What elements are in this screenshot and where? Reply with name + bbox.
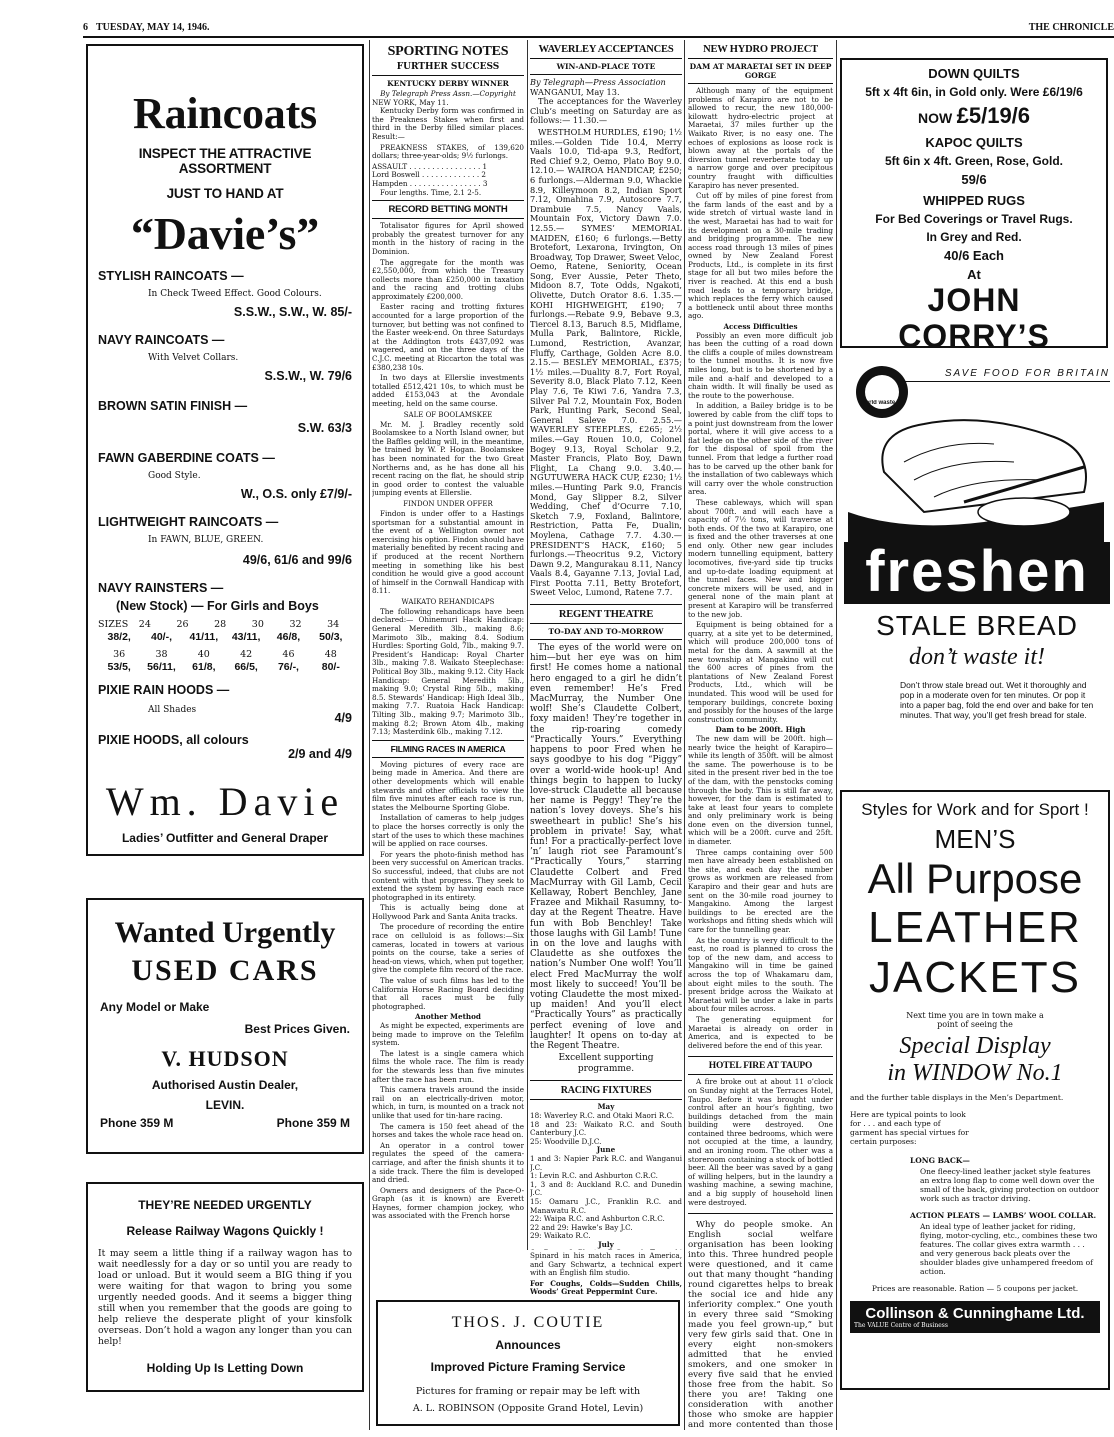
masthead: THE CHRONICLE	[1028, 22, 1114, 33]
film-para: This is actually being done at Hollywood Park and Santa Anita tracks.	[372, 903, 524, 921]
corry-kapoc-desc: 5ft 6in x 4ft. Green, Rose, Gold.	[884, 154, 1064, 168]
record-para: In two days at Ellerslie investments totalled £512,421 10s, to which must be added £153,043 at the Avondale meeting, held on the same course.	[372, 373, 524, 408]
raincoat-item	[98, 269, 352, 319]
raincoat-item	[98, 451, 352, 501]
item-name: NAVY RAINCOATS —	[98, 333, 225, 347]
leather-jackets-ad	[840, 790, 1110, 1390]
derby-result: PREAKNESS STAKES, of 139,620 dollars; three-year-olds; 9½ furlongs.	[372, 142, 524, 161]
corry-rugs-price: 40/6 Each	[944, 248, 1004, 263]
jackets-long-head: LONG BACK—	[910, 1156, 970, 1165]
store-name-davies: “Davie’s”	[130, 208, 320, 259]
john-corry-ad	[840, 58, 1108, 348]
item-desc: Good Style.	[148, 471, 201, 481]
price-cell: 46/8,	[276, 631, 301, 643]
record-para: The aggregate for the month was £2,550,000, from which the Treasury collects more than £250,000 in taxation and the racing and trotting clubs approximately £200,000.	[372, 257, 524, 301]
corry-name: JOHN CORRY’S	[898, 282, 1050, 348]
waikato-body: The following rehandicaps have been declared:— Ohinemuri Hack Handicap: General Meredith 3lb., making 8.6; Marimoto 3lb., making 8.4. Sodium Hurdles: Sporting Gold, 7lb., making 9.7. President’s Handicap: Royal Charter 3lb., making 7.8. Waikato Steeplechase: Political Boy 3lb., making 9.12. City Hack Handicap: General Meredith 5lb., making 9.0; Crystal Ring 5lb., making 8.5. Stewards’ Handicap: High Ideal 3lb., making 7.7. Ruatoia Hack Handicap: Tilting 3lb., making 9.7; Marimoto 3lb., making 8.2; Brown Atom 4lb., making 7.13; Masterdink 6lb., making 7.12.	[372, 606, 524, 737]
price-cell: 56/11,	[147, 661, 176, 673]
rainsters	[98, 581, 352, 673]
issue-date: TUESDAY, MAY 14, 1946.	[96, 22, 210, 33]
bread-loaf-illustration	[844, 362, 1110, 552]
pixie-rain-hoods	[98, 683, 352, 725]
railway-title: THEY’RE NEEDED URGENTLY	[138, 1198, 312, 1212]
hydro-para: The new dam will be 200ft. high—nearly twice the height of Karapiro—while its length of 350ft. will be almost the same. The powerhouse is to be sited in the present river bed in the toe of the dam, with the penstocks coming through the body. This is still far away, however, for the dam is estimated to take at least four years to complete and only preliminary work is being done even on the diversion tunnel, which will be a 200ft. curve and 25ft. in diameter.	[688, 733, 833, 847]
sizes-label: SIZES	[98, 619, 129, 630]
racing-item	[530, 1249, 682, 1250]
jackets-store-sub: The VALUE Centre of Business	[854, 1322, 948, 1329]
bread-ad	[840, 362, 1110, 732]
derby-result: Lord Boswell . . . . . . . . . . . . . 2	[372, 170, 486, 180]
size-cell: 38	[155, 649, 168, 660]
hydro-para: Although many of the equipment problems of Karapiro are not to be allowed to recur, the new 180,000-kilowatt hydro-electric project at Maraetai, 37 miles further up the Waikato River, is no easy one. The echoes of explosions as loose rock is blown away at the portals of the diversion tunnel reverberate today up a narrow gorge and over precipitous country fraught with difficulties Karapiro has never presented.	[688, 86, 833, 190]
jackets-typical: certain purposes:	[850, 1137, 917, 1146]
jackets-mens: MEN’S	[934, 824, 1016, 854]
waverley-column	[530, 44, 682, 1250]
corry-at: At	[967, 267, 981, 282]
findon-head: FINDON UNDER OFFER	[403, 499, 493, 508]
price-cell: 76/-,	[277, 661, 299, 673]
cars-phone-left: Phone 359 M	[100, 1116, 174, 1130]
header-rule	[83, 36, 1114, 38]
cars-dealer-name: V. HUDSON	[161, 1046, 289, 1071]
jackets-further: and the further table displays in the Men’s Department.	[850, 1093, 1064, 1102]
racing-item: 18 and 23: Waikato R.C. and South Canterbury J.C.	[530, 1119, 682, 1138]
cars-best: Best Prices Given.	[244, 1022, 350, 1036]
firm-name-wm-davie: Wm. Davie	[105, 779, 345, 824]
corry-quilt-desc: 5ft x 4ft 6in, in Gold only. Were £6/19/6	[865, 85, 1083, 99]
hydro-para: These cableways, which will span about 700ft. and will each have a capacity of 7½ tons, will traverse at both ends. Of the two at Karapiro, one is fixed and the other traverses at one end only. Other new gear includes modern tunnelling equipment, battery locomotives, five-yard side tip trucks and up-to-date loading equipment at the tunnel faces. New and bigger concrete mixers will be used, and in general none of the main plant at present at Karapiro will be transferred to the new job.	[688, 497, 833, 619]
racing-item: 18: Waverley R.C. and Otaki Maori R.C.	[530, 1110, 675, 1120]
price-cell: 50/3,	[319, 631, 343, 643]
size-cell: 28	[214, 619, 227, 630]
coutie-l2: A. L. ROBINSON (Opposite Grand Hotel, Levin)	[412, 1403, 644, 1414]
price-cell: 38/2,	[107, 631, 131, 643]
jackets-jackets: JACKETS	[868, 953, 1082, 1002]
jackets-long-body: One fleecy-lined leather jacket style features an extra long flap to come well down over the small of the back, giving protection on outdoor work such as tractor driving.	[920, 1167, 1099, 1203]
pixie-name: PIXIE RAIN HOODS —	[98, 683, 230, 697]
regent-title: REGENT THEATRE	[558, 609, 654, 621]
cars-used-cars: USED CARS	[131, 954, 319, 987]
sale-head: SALE OF BOOLAMSKEE	[403, 410, 493, 419]
rainsters-name: NAVY RAINSTERS —	[98, 581, 224, 595]
hydro-para: Possibly an even more difficult job has been the cutting of a road down the cliffs a couple of miles downstream to the tunnel mouths. It is now five miles long, but is to be shortened by a mile and a-half and developed to a chain width. It will finally be used as the route to the powerhouse.	[688, 330, 833, 400]
film-head: FILMING RACES IN AMERICA	[390, 743, 506, 754]
firm-line: Ladies’ Outfitter and General Draper	[121, 831, 329, 845]
railway-ad	[86, 1182, 364, 1392]
price-row-2	[98, 661, 352, 673]
raincoat-item	[98, 515, 352, 567]
hydro-column	[688, 44, 833, 1430]
item-name: BROWN SATIN FINISH —	[98, 399, 248, 413]
regent-footer: Excellent supporting programme.	[558, 1053, 654, 1074]
pixie-desc: All Shades	[148, 705, 197, 715]
item-price: 49/6, 61/6 and 99/6	[242, 553, 352, 567]
hydro-title: NEW HYDRO PROJECT	[703, 44, 818, 55]
hydro-para: The generating equipment for Maraetai is already on order in America, and is expected to be delivered before the end of this year.	[688, 1014, 833, 1050]
pixie2-name: PIXIE HOODS, all colours	[98, 733, 249, 747]
hydro-para: Three camps containing over 500 men have already been established on the site, and each day the number grows as workmen are released from Karapiro and their gear and huts are sent on the 30-mile road journey to Mangakino. Among the largest buildings to be erected are the workshops and fitting sheds which will care for the tunnelling gear.	[688, 847, 833, 934]
rainsters-sub: (New Stock) — For Girls and Boys	[116, 599, 319, 613]
size-row-1	[126, 619, 352, 630]
bread-freshen: freshen	[844, 542, 1110, 604]
racing-item: 22: Waipa R.C. and Ashburton C.R.C.	[530, 1214, 665, 1224]
waverley-sub: WIN-AND-PLACE TOTE	[556, 62, 656, 71]
bread-badge: world waste	[860, 400, 896, 406]
corry-now: NOW	[917, 110, 953, 126]
firm-phone	[98, 853, 161, 856]
cars-dealer: Authorised Austin Dealer,	[151, 1078, 299, 1092]
size-cell: 32	[289, 619, 302, 630]
column-rule	[836, 40, 837, 1430]
price-cell: 43/11,	[231, 631, 261, 643]
cars-wanted: Wanted Urgently	[114, 916, 336, 949]
film-para: As might be expected, experiments are being made to improve on the Telefilm system.	[372, 1021, 524, 1048]
item-price: S.S.W., W. 79/6	[264, 369, 352, 383]
price-cell: 53/5,	[107, 661, 131, 673]
column-rule	[527, 40, 528, 1250]
derby-result: Hampden . . . . . . . . . . . . . . . . 3	[372, 178, 488, 188]
film-continued: Spinard in his match races in America, and Gary Schwartz, a technical expert with an English film studio.	[530, 1252, 682, 1278]
price-row-1	[98, 631, 352, 643]
racing-month: June	[596, 1145, 616, 1155]
raincoat-item	[98, 333, 352, 383]
item-desc: In FAWN, BLUE, GREEN.	[148, 535, 264, 545]
sporting-title: SPORTING NOTES	[387, 44, 509, 59]
corry-rugs-desc: For Bed Coverings or Travel Rugs.	[875, 212, 1073, 226]
railway-footer: Holding Up Is Letting Down	[146, 1361, 304, 1375]
smoke-body: Why do people smoke. An English social welfare organisation has been looking into this. Three hundred people were questioned, and it came out that many thought “handing round cigarettes helps to break the social ice and hide any inferiority complex.” One youth in every three said “Smoking made you feel grown-up,” but very few girls said that. One in every eight non-smokers admitted that he envied smokers, and one smoker in every five said that he envied those free from the habit. So there you are! Taking one consideration with another those who smoke are happier and more contented than those	[688, 1220, 833, 1430]
price-cell: 61/8,	[192, 661, 216, 673]
waverley-date: WANGANUI, May 13.	[530, 86, 620, 97]
film-para: An operator in a control tower regulates the speed of the camera-carriage, and after the finish shunts it to a side track. There the film is developed and dried.	[372, 1140, 524, 1185]
record-para: Easter racing and trotting fixtures accounted for a large proportion of the turnover, but betting was not confined to the Easter week-end. On three Saturdays at the Addington trots £437,092 was wagered, and on the three days of the C.J.C. meeting at Riccarton the total was £380,238 10s.	[372, 302, 524, 372]
racing-item: 22 and 29: Hawke’s Bay J.C.	[530, 1222, 633, 1232]
item-desc: In Check Tweed Effect. Good Colours.	[148, 289, 322, 299]
derby-result: ASSAULT . . . . . . . . . . . . . . . . 1	[372, 161, 488, 171]
racing-month: July	[598, 1239, 614, 1249]
findon-body: Findon is under offer to a Hastings sportsman for a substantial amount in the event of a Wellington owner not exercising his option. Findon should have materially benefited by recent racing and if produced at the recent Northern meeting in something like his best condition he would give a good account of himself in the Cornwall Handicap with 8.11.	[372, 508, 524, 596]
film-para: The value of such films has led to the California Horse Racing Board deciding that all races must be fully photographed.	[372, 976, 524, 1011]
size-cell: 34	[327, 619, 340, 630]
film-para: The camera is 150 feet ahead of the horses and takes the whole race head on.	[372, 1121, 524, 1140]
item-price: S.W. 63/3	[297, 421, 352, 435]
corry-now-price: £5/19/6	[956, 103, 1031, 128]
raincoat-item	[98, 399, 352, 435]
item-name: LIGHTWEIGHT RAINCOATS —	[98, 515, 279, 529]
pixie-price: 4/9	[334, 711, 352, 725]
raincoats-title: Raincoats	[133, 89, 317, 138]
hydro-para: In addition, a Bailey bridge is to be lowered by cable from the cliff tops to a point just downstream from the lower portal, where it will give access to a flat ledge on the other side of the river for the disposal of spoil from the tunnel. From that ledge a further road has to be carved up the other bank for the installation of two cableways which will carry over the whole construction area.	[688, 401, 833, 497]
jackets-typical: for . . . and each type of	[850, 1119, 941, 1128]
pixie2-price: 2/9 and 4/9	[288, 747, 352, 761]
corry-kapoc-price: 59/6	[961, 172, 987, 187]
raincoats-line1: INSPECT THE ATTRACTIVE ASSORTMENT	[138, 146, 312, 176]
bread-waste: don’t waste it!	[909, 644, 1045, 670]
corry-rugs-colours: In Grey and Red.	[926, 230, 1022, 244]
coutie-l1: Pictures for framing or repair may be left with	[415, 1386, 641, 1397]
film-para: Installation of cameras to help judges to place the horses correctly is only the start of the uses to which these machines will be applied on race courses.	[372, 813, 524, 849]
racing-item: 29: Waikato R.C.	[530, 1231, 591, 1241]
jackets-all: All Purpose	[867, 855, 1083, 902]
size-cell: 36	[113, 649, 126, 660]
waikato-head: WAIKATO REHANDICAPS	[401, 597, 495, 606]
column-rule	[684, 40, 685, 1430]
film-para: The procedure of recording the entire race on celluloid is as follows:—Six cameras, located in towers at various points on the course, take a series of head-on views, which, when put together, give the complete film record of the race.	[372, 922, 524, 975]
price-cell: 80/-	[321, 661, 340, 673]
hydro-subhead: Access Difficulties	[723, 322, 798, 332]
racing-month: May	[597, 1102, 615, 1112]
used-cars-ad	[86, 898, 364, 1154]
record-para: Totalisator figures for April showed probably the greatest turnover for any month in the history of racing in the Dominion.	[372, 221, 524, 256]
size-cell: 42	[240, 649, 253, 660]
regent-sub: TO-DAY AND TO-MORROW	[548, 627, 664, 637]
derby-date: NEW YORK, May 11.	[372, 97, 449, 107]
hotel-body: A fire broke out at about 11 o’clock on Sunday night at the Terraces Hotel, Taupo. Before it was brought under control after an hour’s fighting, two buildings detached from the main building were destroyed. One contained three bedrooms, which were not occupied at the time, a laundry, and an ironing room. The other was a storeroom containing a stock of bottled beer. All the beer was saved by a gang of willing helpers, but in the laundry a washing machine, a sewing machine, and a big supply of household linen were destroyed.	[688, 1077, 833, 1207]
pixie-hoods	[98, 733, 352, 761]
coutie-service: Improved Picture Framing Service	[430, 1360, 626, 1374]
raincoats-line2: JUST TO HAND AT	[166, 186, 284, 201]
railway-body: It may seem a little thing if a railway wagon has to wait needlessly for a day or so until you are ready to load or unload. But it would seem a BIG thing if you were waiting for that wagon to bring you some urgently needed goods. And it seems a bigger thing still when you remember that the goods are going to help relieve the desperate plight of your kinsfolk overseas. Don’t hold a wagon any longer than you can help!	[98, 1248, 352, 1347]
jackets-typical: Here are typical points to look	[850, 1110, 966, 1119]
racing-item: 25: Woodville D.J.C.	[530, 1136, 602, 1146]
coutie-announces: Announces	[495, 1338, 561, 1352]
jackets-action-head: ACTION PLEATS — LAMBS’ WOOL COLLAR.	[910, 1211, 1097, 1220]
jackets-special: Special Display	[899, 1033, 1051, 1059]
jackets-prices: Prices are reasonable. Ration — 5 coupons per jacket.	[871, 1284, 1079, 1293]
waverley-intro: The acceptances for the Waverley Club’s meeting on Saturday are as follows:— 11.30.—	[530, 96, 682, 126]
jackets-action-body: An ideal type of leather jacket for riding, flying, motor-cycling, etc., combines these two features. The collar gives extra warmth . . . and very generous back pleats over the shoulder blades give unhampered freedom of action.	[920, 1222, 1098, 1276]
sporting-sub: FURTHER SUCCESS	[396, 62, 500, 72]
firm-town	[313, 853, 352, 856]
derby-result: Four lengths. Time, 2.1 2-5.	[380, 187, 482, 197]
hydro-para: Cut off by miles of pine forest from the farm lands of the east and by a wide stretch of virtual waste land in the west, Maraetai has had to wait for its development on a 30-mile trading and bridging programme. The new access road through 13 miles of pines owned by New Zealand Forest Products, Ltd., is complete in its first stage for all but two miles before the river is reached. At this end a bush road leads to a temporary bridge, which replaces the ferry which caused a bottleneck until about three months ago.	[688, 191, 833, 321]
price-cell: 41/11,	[189, 631, 219, 643]
jackets-typical: garment has special virtues for	[850, 1128, 969, 1137]
racing-item: 1: Levin R.C. and Ashburton C.R.C.	[530, 1171, 658, 1181]
hydro-subhead: Dam to be 200ft. High	[715, 725, 806, 735]
film-para: Moving pictures of every race are being made in America. And there are other developments which will enable stewards and other officials to view the film five minutes after each race is run, states the Melbourne Sporting Globe.	[372, 759, 524, 812]
film-para: The latest is a single camera which films the whole race. The film is ready for the stewards less than five minutes after the race has been run.	[372, 1048, 524, 1084]
price-cell: 66/5,	[234, 661, 258, 673]
derby-byline: By Telegraph Press Assn.—Copyright	[380, 89, 516, 98]
racing-item: 1, 3 and 8: Auckland R.C. and Dunedin J.C.	[530, 1179, 682, 1198]
price-cell: 40/-,	[150, 631, 172, 643]
hydro-para: Equipment is being obtained for a quarry, at a site yet to be determined, which will produce 200,000 tons of metal for the dam. A sawmill at the new township at Mangakino will cut the 600 acres of pines from the plantations of New Zealand Forest Products, Ltd., which will be inundated. This wood will be used for temporary buildings, concrete boxing and possibly for the houses of the large construction community.	[688, 620, 833, 724]
jackets-next1: Next time you are in town make a	[906, 1011, 1044, 1020]
racing-item: 15: Oamaru J.C., Franklin R.C. and Manawatu R.C.	[530, 1196, 682, 1215]
sporting-notes-column	[372, 44, 524, 1250]
item-price: W., O.S. only £7/9/-	[240, 487, 352, 501]
size-cell: 26	[176, 619, 189, 630]
cars-phone-right: Phone 359 M	[276, 1116, 350, 1130]
coutie-ad	[376, 1300, 680, 1426]
jackets-store: Collinson & Cunninghame Ltd.	[865, 1305, 1085, 1322]
racing-item: 1 and 3: Napier Park R.C. and Wanganui J.C.	[530, 1153, 682, 1172]
item-desc: With Velvet Collars.	[148, 353, 239, 363]
size-cell: 24	[138, 619, 151, 630]
hydro-sub: DAM AT MARAETAI SET IN DEEP GORGE	[689, 62, 832, 80]
size-cell: 46	[282, 649, 295, 660]
raincoats-ad	[86, 44, 364, 856]
film-para: Owners and designers of the Pace-O-Graph (as it is known) are Everett Haynes, former champion jockey, who was associated with the French horse	[372, 1185, 524, 1221]
cars-any: Any Model or Make	[100, 1000, 210, 1014]
cars-town: LEVIN.	[205, 1098, 245, 1112]
sale-body: Mr. M. J. Bradley recently sold Boolamskee to a North Island owner, but the Baffles gelding will, in the meantime, be trained by W. P. Hogan. Boolamskee has been nominated for the two Great Northerns and, as he has done all his recent racing on the flat, he should strip in good order to contest the valuable jumping events at Ellerslie.	[372, 419, 524, 498]
size-cell: 48	[324, 649, 337, 660]
corry-rugs: WHIPPED RUGS	[923, 193, 1025, 208]
bread-body: Don’t throw stale bread out. Wet it thoroughly and pop in a moderate oven for ten minutes. Or pop it into a paper bag, fold the end over and bake for ten minutes. That way, you’ll get fresh bread for stale.	[900, 680, 1094, 720]
bottom-snippets	[530, 1252, 682, 1296]
film-para: For years the photo-finish method has been very successful on American tracks. So successful, indeed, that clubs are not content with that progress. They seek to extend the system by having each race photographed in its entirety.	[372, 849, 524, 902]
jackets-top: Styles for Work and for Sport !	[861, 800, 1089, 819]
waverley-byline: By Telegraph—Press Association	[530, 77, 666, 87]
film-para: This camera travels around the inside rail on an electrically-driven motor, which, in turn, is mounted on a track not unlike that used for tin-hare racing.	[372, 1085, 524, 1120]
jackets-leather: LEATHER	[868, 903, 1082, 952]
coutie-name: THOS. J. COUTIE	[451, 1314, 605, 1331]
regent-body: The eyes of the world were on him—but her eye was on him first! He comes home a national hero engaged to a girl he didn’t even remember! He’s Fred MacMurray, the Number One wolf! She’s Claudette Colbert, foxy maiden! They’re together in the rip-roaring comedy “Practically Yours.” Everything happens to poor Fred when he says goodbye to his dog “Piggy” over a world-wide hook-up! And things begin to happen to lucky love-struck Claudette all because her name is Peggy! They’re the nation’s lovey doveys. She’s his sweetheart in public! She’s his problem in private! Say, what fun! For a practically-perfect love ’n’ laugh riot see Paramount’s “Practically Yours,” starring Claudette Colbert and Fred MacMurray with Gil Lamb, Cecil Kellaway, Robert Benchley, Jane Frazee and Mikhail Rasumny, to-day at the Regent Theatre. Have fun with Bob Benchley! Take those laughs with Gil Lamb! Tune in on the love and laughs with Claudette as she outfoxes the nation’s Number One wolf! You’ll elect Fred MacMurray the wolf most likely to succeed! You’ll be voting Claudette the most mixed-up maiden! And you’ll elect “Practically Yours” as practically perfect evening of love and laughter! It opens on to-day at the Regent Theatre.	[530, 643, 682, 1051]
waverley-body: WESTHOLM HURDLES, £190; 1½ miles.—Golden Tide 10.4, Merry Vaals 10.0, Tid-apa 9.3, Redfort, Red Chief 9.2, Oemo, Plato Boy 9.0. 12.10.— WAIROA HANDICAP, £250; 6 furlongs.—Alderman 9.0, Whackie 8.9, Killeymoon 8.2, Indian Sport 7.12, Omahina 7.9, Autoscore 7.7, Drambuie 7.5, Nancy Vaals, Mountain Fox, Victory Dawn 7.0. 12.55.— SYMES’ MEMORIAL MAIDEN, £160; 6 furlongs.—Betty Brotefort, Lexarona, Irvington, On Broadway, Top Drawer, Sweet Veloc, Oemo, Ratene, Seniority, Ocean Song, Ever Aussie, Peter Theto, Midoon 8.7, Tote Odds, Ngakoti, Olivette, Dutch Orator 8.6. 1.35.— KOHI HIGHWEIGHT, £190; 7 furlongs.—Rebate 9.9, Bebave 9.3, Tiercel 8.13, Baruch 8.5, Midflame, Mulla Park, Balintore, Rickle, Lumond, Restriction, Avanzar, Fluffy, Carthage, Golden Acre 8.0. 2.15.— BESLEY MEMORIAL, £375; 1½ miles.—Duality 8.7, Fort Royal, Severity 8.0, Black Plato 7.12, Keen Play 7.6, Te Kiwi 7.6, Yandra 7.3, Silver Pal 7.2, Mountain Fox, Boden Park, Hunting Park, Second Seal, General Saleve 7.0. 2.55.— WAVERLEY STEEPLES, £265; 2½ miles.—Gay Rouen 10.0, Colonel Bogey 9.13, Royal Scholar 9.2, Master Francis, Plato Boy, Dawn Flight, La Chang 9.0. 3.40.— NGUTUWERA HACK CUP, £230; 1½ miles.—Hunting Park 9.0, Francis Mond, Gay Slipper 8.2, Silver Wedding, Chef d’Ocurre 7.10, Sketch 7.9, Foxland, Balintore, Restriction, Patta Fe, Dualin, Moylena, Cathage 7.7. 4.30.— PRESIDENT’S HACK, £160; 5 furlongs.—Theocritus 9.2, Victory Dawn 9.2, Mangurakau 8.11, Nancy Vaals 8.4, Gayanne 7.13, Jovial Lad, First Pootta 7.11, Betty Brotefort, Sweet Veloc, Lumond, Ratene 7.7.	[530, 126, 682, 598]
record-head: RECORD BETTING MONTH	[388, 204, 508, 216]
railway-sub: Release Railway Wagons Quickly !	[126, 1224, 324, 1238]
bread-top: SAVE FOOD FOR BRITAIN	[944, 368, 1110, 379]
size-cell: 30	[251, 619, 264, 630]
hotel-title: HOTEL FIRE AT TAUPO	[708, 1061, 813, 1072]
jackets-store-banner	[850, 1301, 1100, 1333]
racing-title: RACING FIXTURES	[560, 1085, 652, 1097]
size-cell: 40	[197, 649, 210, 660]
jackets-next2: point of seeing the	[937, 1020, 1013, 1029]
waverley-title: WAVERLEY ACCEPTANCES	[538, 44, 674, 55]
derby-body: Kentucky Derby form was confirmed in the Preakness Stakes when first and third in the Derby filled similar places. Result:—	[372, 106, 524, 141]
item-price: S.S.W., S.W., W. 85/-	[233, 305, 352, 319]
size-row-2	[98, 649, 352, 660]
bread-stale: STALE BREAD	[876, 610, 1078, 641]
corry-kapoc: KAPOC QUILTS	[925, 135, 1023, 150]
jackets-window: in WINDOW No.1	[887, 1060, 1063, 1086]
derby-head: KENTUCKY DERBY WINNER	[387, 79, 509, 88]
item-name: FAWN GABERDINE COATS —	[98, 451, 275, 465]
corry-down-quilts: DOWN QUILTS	[928, 66, 1020, 81]
page-number: 6	[83, 22, 88, 33]
item-name: STYLISH RAINCOATS —	[98, 269, 244, 283]
hydro-para: As the country is very difficult to the east, no road is planned to cross the top of the new dam, and access to Mangakino will in time be gained across the top of Whakamaru dam, about eight miles to the south. The present bridge across the Waikato at Maraetai will be under a lake in parts about four miles across.	[688, 935, 833, 1014]
coughs-ad: For Coughs, Colds—Sudden Chills, Woods’ Great Peppermint Cure.	[530, 1278, 682, 1296]
column-rule	[369, 40, 370, 1430]
film-subhead: Another Method	[415, 1012, 481, 1022]
